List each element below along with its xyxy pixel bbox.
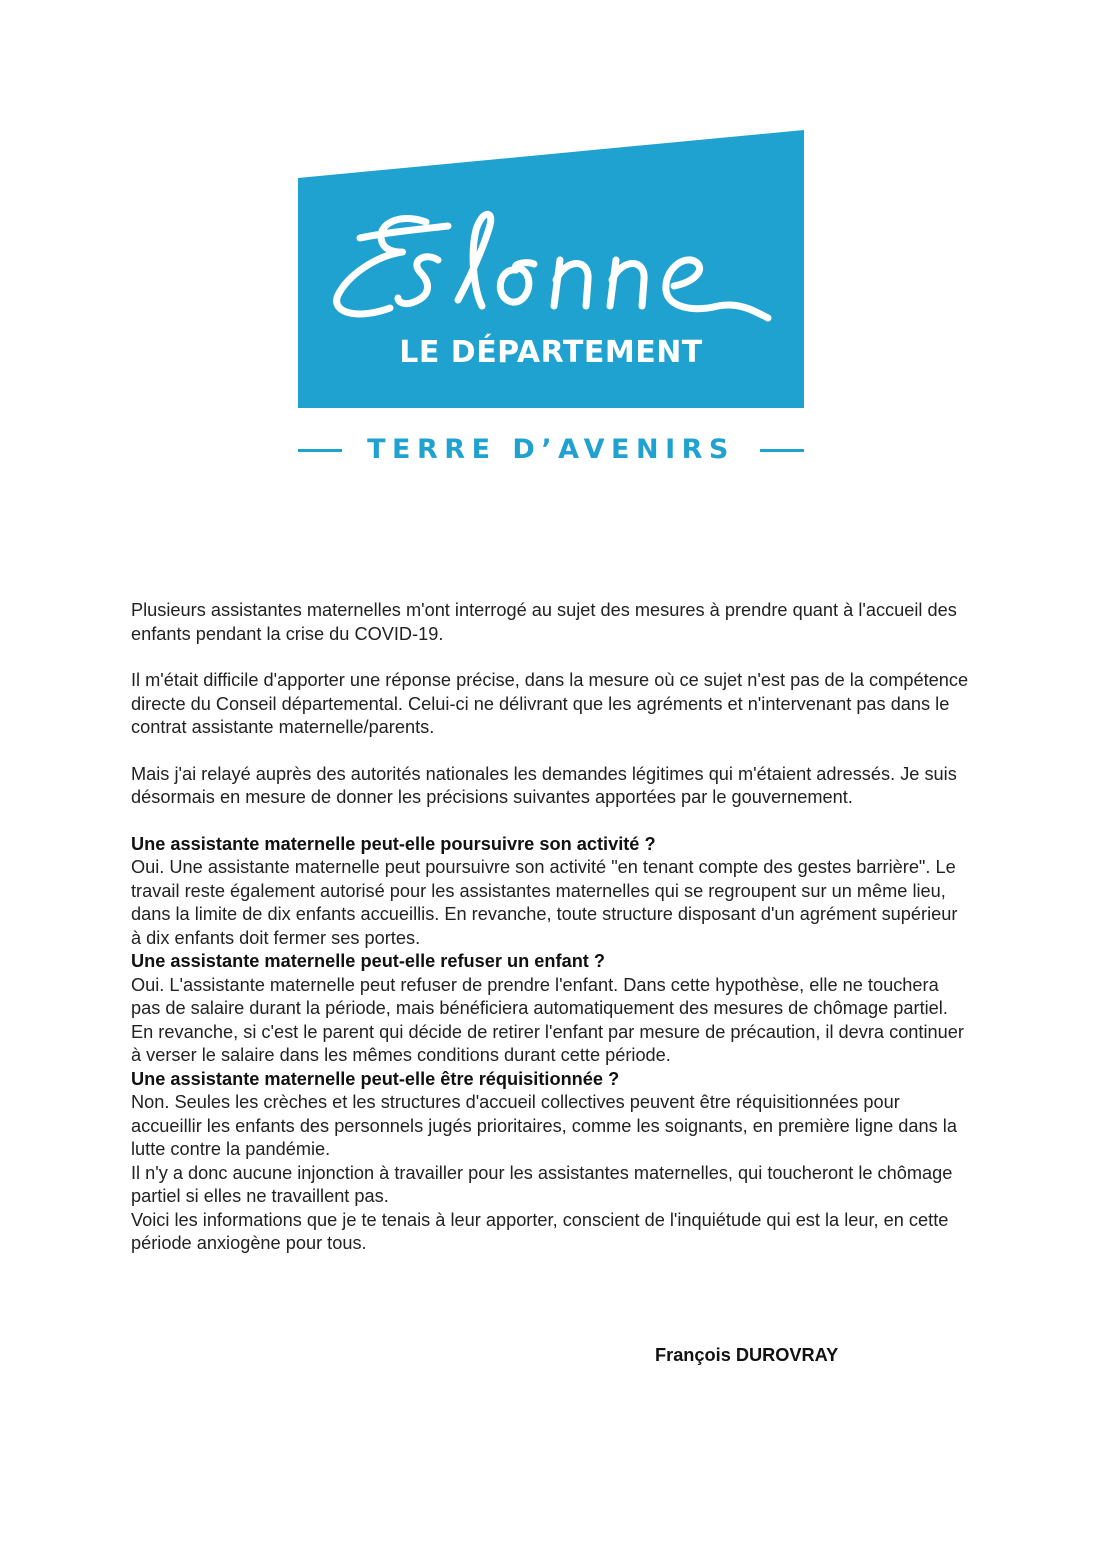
question-3: Une assistante maternelle peut-elle être réquisitionnée ? (131, 1068, 620, 1089)
logo-subtitle: LE DÉPARTEMENT (399, 335, 703, 370)
answer-2a: Oui. L'assistante maternelle peut refuser de prendre l'enfant. Dans cette hypothèse, elle ne touchera pas de salaire durant la période, mais bénéficiera automatiquement des mesures de chômage partiel. (131, 974, 948, 1018)
question-2: Une assistante maternelle peut-elle refuser un enfant ? (131, 951, 606, 971)
signature: François DUROVRAY (655, 1345, 839, 1365)
closing-paragraph: Voici les informations que je te tenais à leur apporter, conscient de l'inquiétude qui est la leur, en cette période anxiogène pour tous. (131, 1209, 949, 1253)
tagline-dash-right (760, 449, 804, 452)
intro-paragraph: Plusieurs assistantes maternelles m'ont interrogé au sujet des mesures à prendre quant à l'accueil des enfants pendant la crise du COVID-19. (131, 600, 957, 644)
answer-2b: En revanche, si c'est le parent qui décide de retirer l'enfant par mesure de précaution, il devra continuer à verser le salaire dans les mêmes conditions durant cette période. (131, 1021, 964, 1065)
tagline-text: TERRE D’AVENIRS (367, 434, 735, 465)
letter-body (131, 599, 971, 1256)
question-1: Une assistante maternelle peut-elle poursuivre son activité ? (131, 833, 656, 854)
tagline (298, 430, 804, 470)
answer-3b: Il n'y a donc aucune injonction à travailler pour les assistantes maternelles, qui toucheront le chômage partiel si elles ne travaillent pas. (131, 1162, 953, 1206)
context-paragraph: Il m'était difficile d'apporter une réponse précise, dans la mesure où ce sujet n'est pas de la compétence directe du Conseil départemental. Celui-ci ne délivrant que les agréments et n'intervenant pas dans le contrat assistante maternelle/parents. (131, 670, 969, 737)
relay-paragraph: Mais j'ai relayé auprès des autorités nationales les demandes légitimes qui m'étaient adressés. Je suis désormais en mesure de donner les précisions suivantes apportées par le gouvernement. (131, 763, 957, 807)
answer-3a: Non. Seules les crèches et les structures d'accueil collectives peuvent être réquisitionnées pour accueillir les enfants des personnels jugés prioritaires, comme les soignants, en première ligne dans la lutte contre la pandémie. (131, 1092, 957, 1159)
answer-1: Oui. Une assistante maternelle peut poursuivre son activité "en tenant compte des gestes barrière". Le travail reste également autorisé pour les assistantes maternelles qui se regroupent sur un même lieu, dans la limite de dix enfants accueillis. En revanche, toute structure disposant d'un agrément supérieur à dix enfants doit fermer ses portes. (131, 857, 958, 948)
